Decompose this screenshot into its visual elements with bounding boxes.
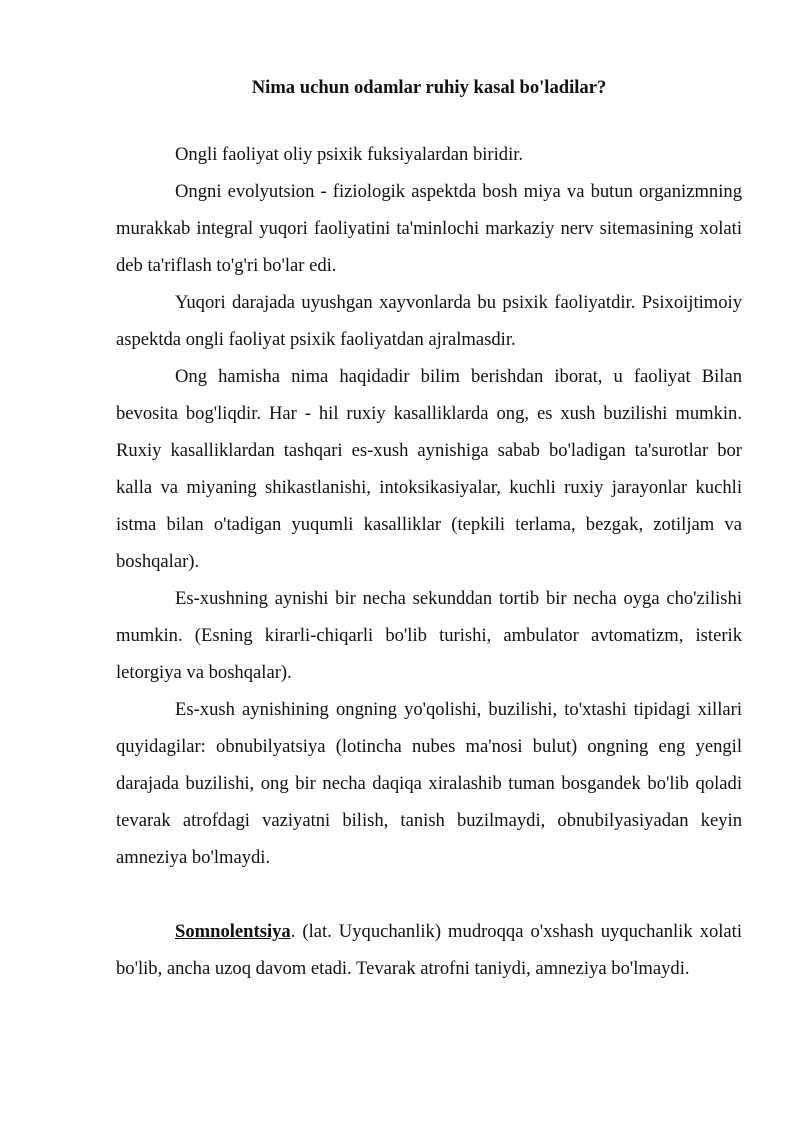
- paragraph-4: Ong hamisha nima haqidadir bilim berishdan iborat, u faoliyat Bilan bevosita bog'liqdir. Har - hil ruxiy kasalliklarda ong, es xush buzilishi mumkin. Ruxiy kasalliklardan tashqari es-xush aynishiga sabab bo'ladigan ta'surotlar bor kalla va miyaning shikastlanishi, intoksikasiyalar, kuchli ruxiy jarayonlar kuchli istma bilan o'tadigan yuqumli kasalliklar (tepkili terlama, bezgak, zotiljam va boshqalar).: [116, 366, 742, 572]
- document-title: Nima uchun odamlar ruhiy kasal bo'ladilar?: [251, 77, 607, 98]
- paragraph-2: Ongni evolyutsion - fiziologik aspektda bosh miya va butun organizmning murakkab integral yuqori faoliyatini ta'minlochi markaziy nerv sitemasining xolati deb ta'riflash to'g'ri bo'lar edi.: [116, 181, 742, 276]
- term-somnolentsiya: Somnolentsiya: [175, 921, 291, 942]
- term-paragraph: [116, 913, 742, 987]
- document-page: [116, 74, 742, 987]
- paragraph-6: Es-xush aynishining ongning yo'qolishi, buzilishi, to'xtashi tipidagi xillari quyidagilar: obnubilyatsiya (lotincha nubes ma'nosi bulut) ongning eng yengil darajada buzilishi, ong bir necha daqiqa xiralashib tuman bosgandek bo'lib qoladi tevarak atrofdagi vaziyatni bilish, tanish buzilmaydi, obnubilyasiyadan keyin amneziya bo'lmaydi.: [116, 699, 742, 868]
- paragraph-3: Yuqori darajada uyushgan xayvonlarda bu psixik faoliyatdir. Psixoijtimoiy aspektda ongli faoliyat psixik faoliyatdan ajralmasdir.: [116, 292, 742, 350]
- paragraph-1: Ongli faoliyat oliy psixik fuksiyalardan biridir.: [175, 144, 524, 165]
- paragraph-5: Es-xushning aynishi bir necha sekunddan tortib bir necha oyga cho'zilishi mumkin. (Esning kirarli-chiqarli bo'lib turishi, ambulator avtomatizm, isterik letorgiya va boshqalar).: [116, 588, 742, 683]
- term-definition: . (lat. Uyquchanlik) mudroqqa o'xshash uyquchanlik xolati bo'lib, ancha uzoq davom etadi. Tevarak atrofni taniydi, amneziya bo'lmaydi.: [116, 921, 742, 979]
